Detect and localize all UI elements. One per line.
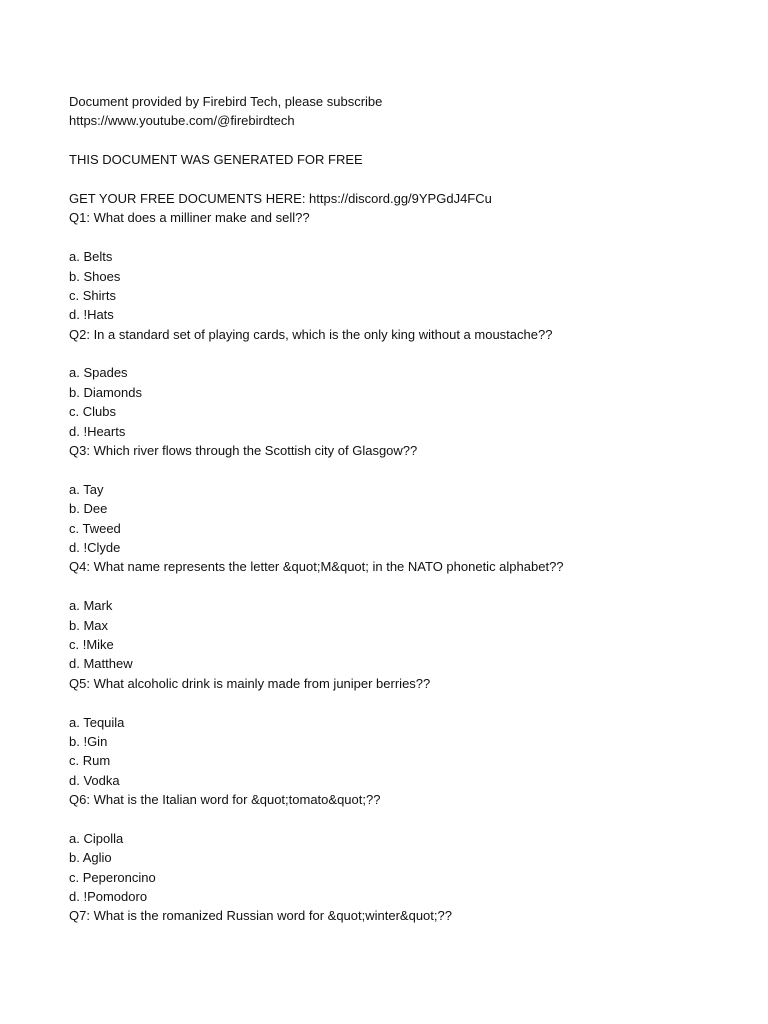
answer-option: c. !Mike	[69, 636, 114, 652]
spacer	[69, 131, 749, 150]
answer-option: b. Shoes	[69, 268, 121, 284]
answer-option: b. Max	[69, 617, 109, 633]
question-text: Q1: What does a milliner make and sell??	[69, 210, 310, 226]
provided-by-text: Document provided by Firebird Tech, please subscribe	[69, 94, 383, 109]
answer-option: d. !Clyde	[69, 539, 121, 555]
question-text: Q7: What is the romanized Russian word for &quot;winter&quot;??	[69, 908, 452, 924]
answer-option: a. Mark	[69, 598, 113, 614]
answer-option: c. Rum	[69, 753, 111, 769]
document-page	[69, 92, 749, 926]
answer-option: a. Tay	[69, 481, 104, 497]
generated-note: THIS DOCUMENT WAS GENERATED FOR FREE	[69, 152, 363, 168]
spacer	[69, 577, 749, 596]
answer-option: a. Cipolla	[69, 830, 124, 846]
answer-option: d. !Hearts	[69, 423, 126, 439]
question-block	[69, 674, 749, 790]
question-block	[69, 208, 749, 324]
question-block	[69, 441, 749, 557]
question-text: Q4: What name represents the letter &quot;M&quot; in the NATO phonetic alphabet??	[69, 559, 564, 575]
answer-option: b. Diamonds	[69, 384, 142, 400]
answer-option: d. Matthew	[69, 656, 133, 672]
answer-option: b. Aglio	[69, 850, 112, 866]
answer-option: a. Tequila	[69, 714, 125, 730]
spacer	[69, 693, 749, 712]
answer-option: c. Peperoncino	[69, 869, 156, 885]
channel-url-link[interactable]: https://www.youtube.com/@firebirdtech	[69, 113, 295, 129]
question-list	[69, 208, 749, 925]
spacer	[69, 460, 749, 479]
question-text: Q2: In a standard set of playing cards, which is the only king without a moustache??	[69, 326, 553, 342]
answer-option: b. !Gin	[69, 733, 108, 749]
question-text: Q3: Which river flows through the Scottish city of Glasgow??	[69, 443, 418, 459]
answer-option: a. Spades	[69, 365, 128, 381]
spacer	[69, 228, 749, 247]
answer-option: d. !Hats	[69, 307, 114, 323]
answer-option: c. Shirts	[69, 287, 116, 303]
spacer	[69, 809, 749, 828]
answer-option: c. Clubs	[69, 404, 116, 420]
question-block	[69, 557, 749, 673]
answer-option: c. Tweed	[69, 520, 121, 536]
spacer	[69, 170, 749, 189]
answer-option: d. Vodka	[69, 772, 120, 788]
question-text: Q6: What is the Italian word for &quot;tomato&quot;??	[69, 792, 381, 808]
answer-option: a. Belts	[69, 249, 113, 265]
question-block	[69, 790, 749, 906]
answer-option: d. !Pomodoro	[69, 889, 148, 905]
question-text: Q5: What alcoholic drink is mainly made from juniper berries??	[69, 675, 431, 691]
answer-option: b. Dee	[69, 501, 108, 517]
question-block	[69, 325, 749, 441]
question-block	[69, 906, 749, 925]
get-documents-text[interactable]: GET YOUR FREE DOCUMENTS HERE: https://discord.gg/9YPGdJ4FCu	[69, 190, 492, 206]
spacer	[69, 344, 749, 363]
